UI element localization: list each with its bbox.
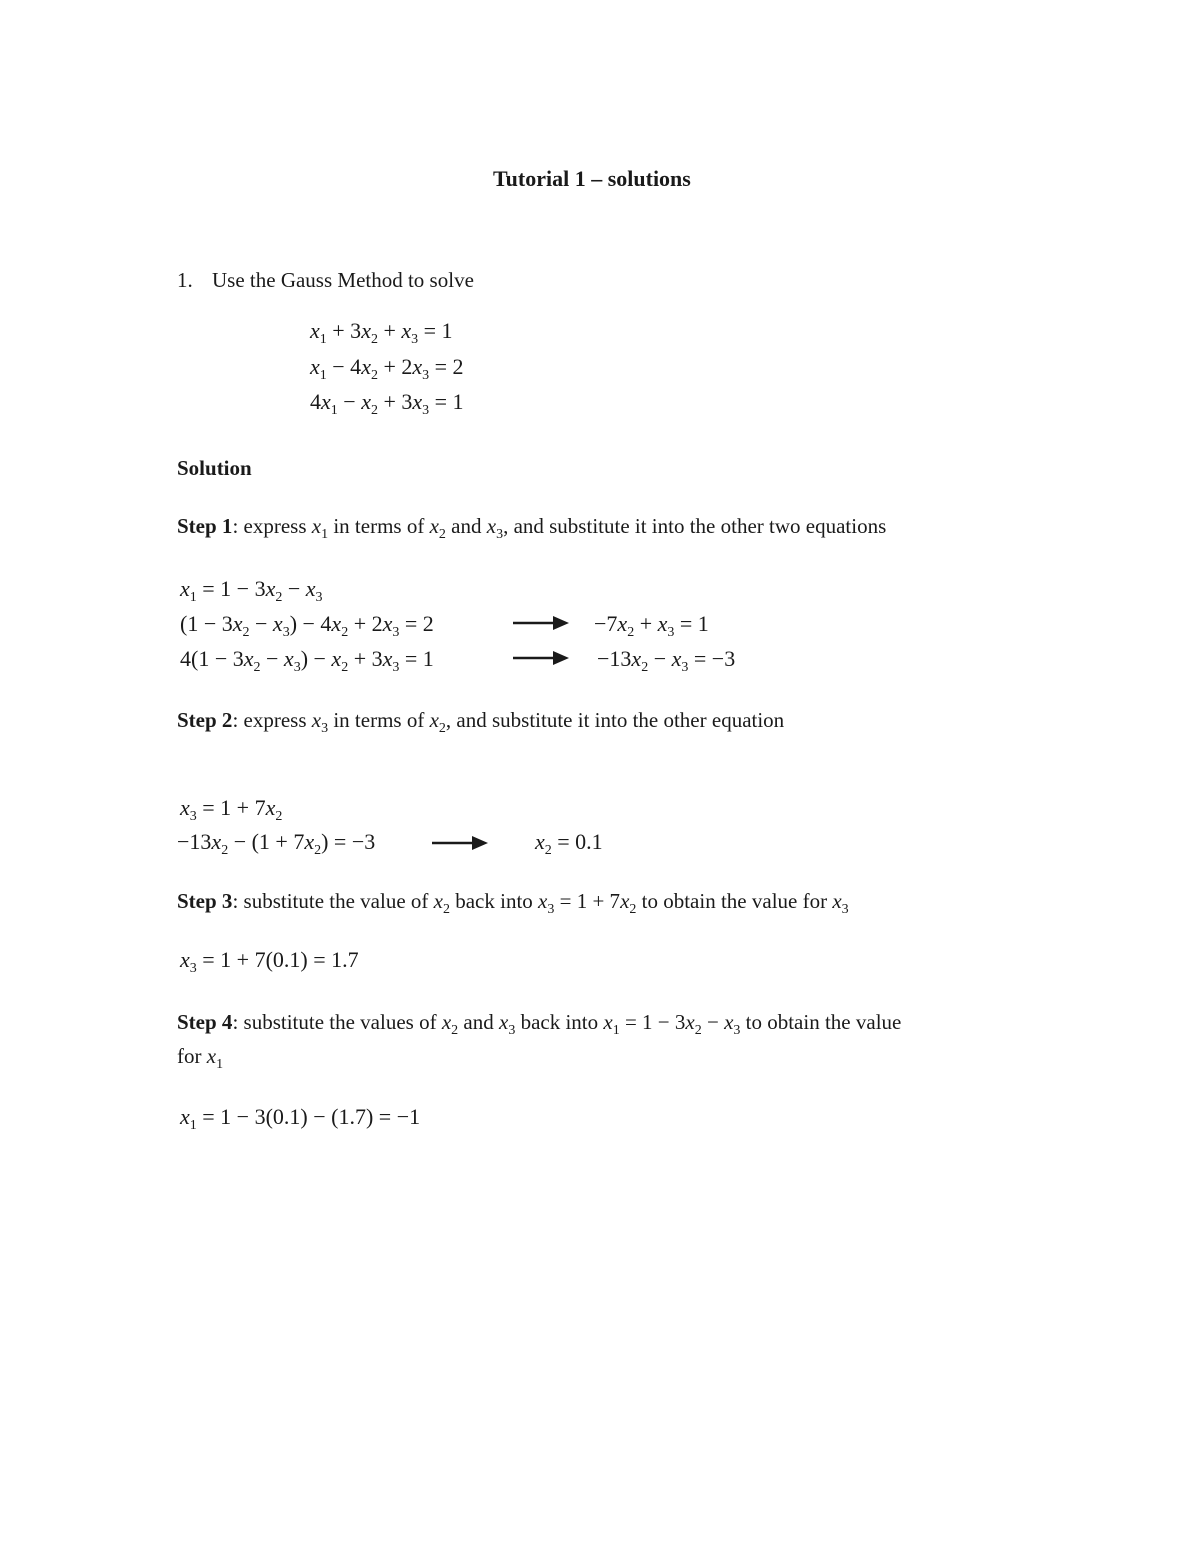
step-3-line-1: $x_3 = 1 + 7(0.1) = 1.7$ xyxy=(180,947,359,976)
step-1-text: Step 1: express $x_1$ in terms of $x_2$ and $x_3$, and substitute it into the other two equations xyxy=(177,514,887,542)
system-equation-3: $4x_1 - x_2 + 3x_3 = 1$ xyxy=(310,389,464,418)
step-4-line-1: $x_1 = 1 - 3(0.1) - (1.7) = -1$ xyxy=(180,1104,421,1133)
question-text: Use the Gauss Method to solve xyxy=(212,268,474,292)
step-4-text-continued: for $x_1$ xyxy=(177,1044,224,1072)
right-arrow-icon xyxy=(432,835,488,851)
step-1-line-1: $x_1 = 1 - 3x_2 - x_3$ xyxy=(180,576,323,605)
step-4-text: Step 4: substitute the values of $x_2$ and $x_3$ back into $x_1 = 1 - 3x_2 - x_3$ to obtain the value xyxy=(177,1010,902,1038)
page-title: Tutorial 1 – solutions xyxy=(493,166,691,191)
question-number: 1. xyxy=(177,268,193,292)
right-arrow-icon xyxy=(513,615,569,631)
step-2-line-2: $-13x_2 - (1 + 7x_2) = -3$ xyxy=(177,829,376,858)
step-1-result-1: $-7x_2 + x_3 = 1$ xyxy=(594,611,709,640)
system-equation-2: $x_1 - 4x_2 + 2x_3 = 2$ xyxy=(310,354,464,383)
step-2-text: Step 2: express $x_3$ in terms of $x_2$, and substitute it into the other equation xyxy=(177,708,785,736)
right-arrow-icon xyxy=(513,650,569,666)
step-2-line-1: $x_3 = 1 + 7x_2$ xyxy=(180,795,283,824)
system-equation-1: $x_1 + 3x_2 + x_3 = 1$ xyxy=(310,318,453,347)
step-1-result-2: $-13x_2 - x_3 = -3$ xyxy=(597,646,736,675)
step-2-result: $x_2 = 0.1$ xyxy=(535,829,603,858)
step-1-line-3: $4(1 - 3x_2 - x_3) - x_2 + 3x_3 = 1$ xyxy=(180,646,434,675)
step-3-text: Step 3: substitute the value of $x_2$ back into $x_3 = 1 + 7x_2$ to obtain the value for $x_3$ xyxy=(177,889,849,917)
solution-heading: Solution xyxy=(177,456,252,480)
step-1-line-2: $(1 - 3x_2 - x_3) - 4x_2 + 2x_3 = 2$ xyxy=(180,611,434,640)
